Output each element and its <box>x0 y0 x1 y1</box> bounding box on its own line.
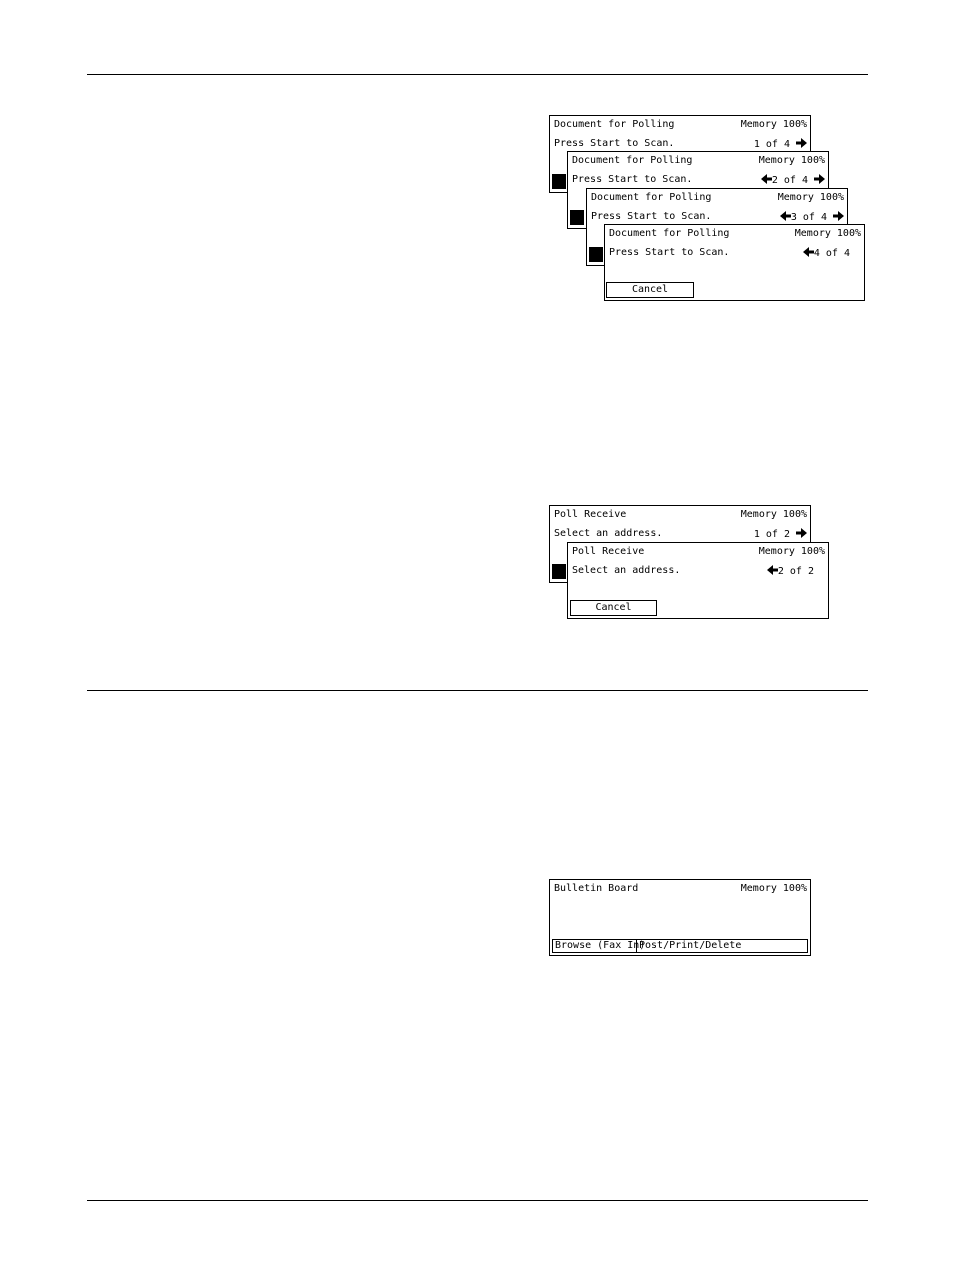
arrow-left-icon[interactable] <box>761 174 772 184</box>
bulletin-board-screen <box>549 879 811 956</box>
selection-block <box>570 210 584 225</box>
screen-title: Bulletin Board <box>554 883 639 894</box>
arrow-left-icon[interactable] <box>803 247 814 257</box>
screen-title: Poll Receive <box>572 546 645 557</box>
page-indicator[interactable] <box>780 211 844 224</box>
arrow-left-icon[interactable] <box>767 565 778 575</box>
screen-prompt: Press Start to Scan. <box>609 247 730 258</box>
tab-browse-fax-in[interactable]: Browse (Fax In) <box>555 940 646 951</box>
footer-rule <box>87 1200 868 1201</box>
page-number: 1 of 2 <box>753 529 790 540</box>
selection-block <box>552 174 566 189</box>
page-number: 3 of 4 <box>790 212 827 223</box>
arrow-right-icon[interactable] <box>796 528 807 538</box>
tab-post-print-delete[interactable]: Post/Print/Delete <box>639 940 742 951</box>
screen-title: Document for Polling <box>591 192 712 203</box>
screen-title: Poll Receive <box>554 509 627 520</box>
cancel-button[interactable]: Cancel <box>606 282 694 298</box>
memory-status: Memory 100% <box>777 192 844 203</box>
page-indicator[interactable] <box>767 565 814 578</box>
page-indicator[interactable] <box>761 174 825 187</box>
screen-prompt: Press Start to Scan. <box>591 211 712 222</box>
header-rule <box>87 74 868 75</box>
screen-prompt: Press Start to Scan. <box>572 174 693 185</box>
arrow-left-icon[interactable] <box>780 211 791 221</box>
bulletin-tab-bar <box>552 939 808 953</box>
page-number: 4 of 4 <box>813 248 850 259</box>
selection-block <box>552 564 566 579</box>
screen-prompt: Select an address. <box>554 528 663 539</box>
screen-title: Document for Polling <box>609 228 730 239</box>
memory-status: Memory 100% <box>740 883 807 894</box>
page-indicator[interactable] <box>803 247 850 260</box>
cancel-button[interactable]: Cancel <box>570 600 657 616</box>
page-indicator[interactable] <box>754 528 807 541</box>
arrow-right-icon[interactable] <box>833 211 844 221</box>
polling-screen-4 <box>604 224 865 301</box>
screen-prompt: Select an address. <box>572 565 681 576</box>
arrow-right-icon[interactable] <box>796 138 807 148</box>
poll-receive-screen-2 <box>567 542 829 619</box>
page-number: 2 of 2 <box>777 566 814 577</box>
page-number: 1 of 4 <box>753 139 790 150</box>
arrow-right-icon[interactable] <box>814 174 825 184</box>
screen-prompt: Press Start to Scan. <box>554 138 675 149</box>
page-indicator[interactable] <box>754 138 807 151</box>
section-divider-rule <box>87 690 868 691</box>
memory-status: Memory 100% <box>758 155 825 166</box>
memory-status: Memory 100% <box>794 228 861 239</box>
memory-status: Memory 100% <box>740 509 807 520</box>
memory-status: Memory 100% <box>740 119 807 130</box>
screen-title: Document for Polling <box>572 155 693 166</box>
page-number: 2 of 4 <box>771 175 808 186</box>
selection-block <box>589 247 603 262</box>
memory-status: Memory 100% <box>758 546 825 557</box>
screen-title: Document for Polling <box>554 119 675 130</box>
